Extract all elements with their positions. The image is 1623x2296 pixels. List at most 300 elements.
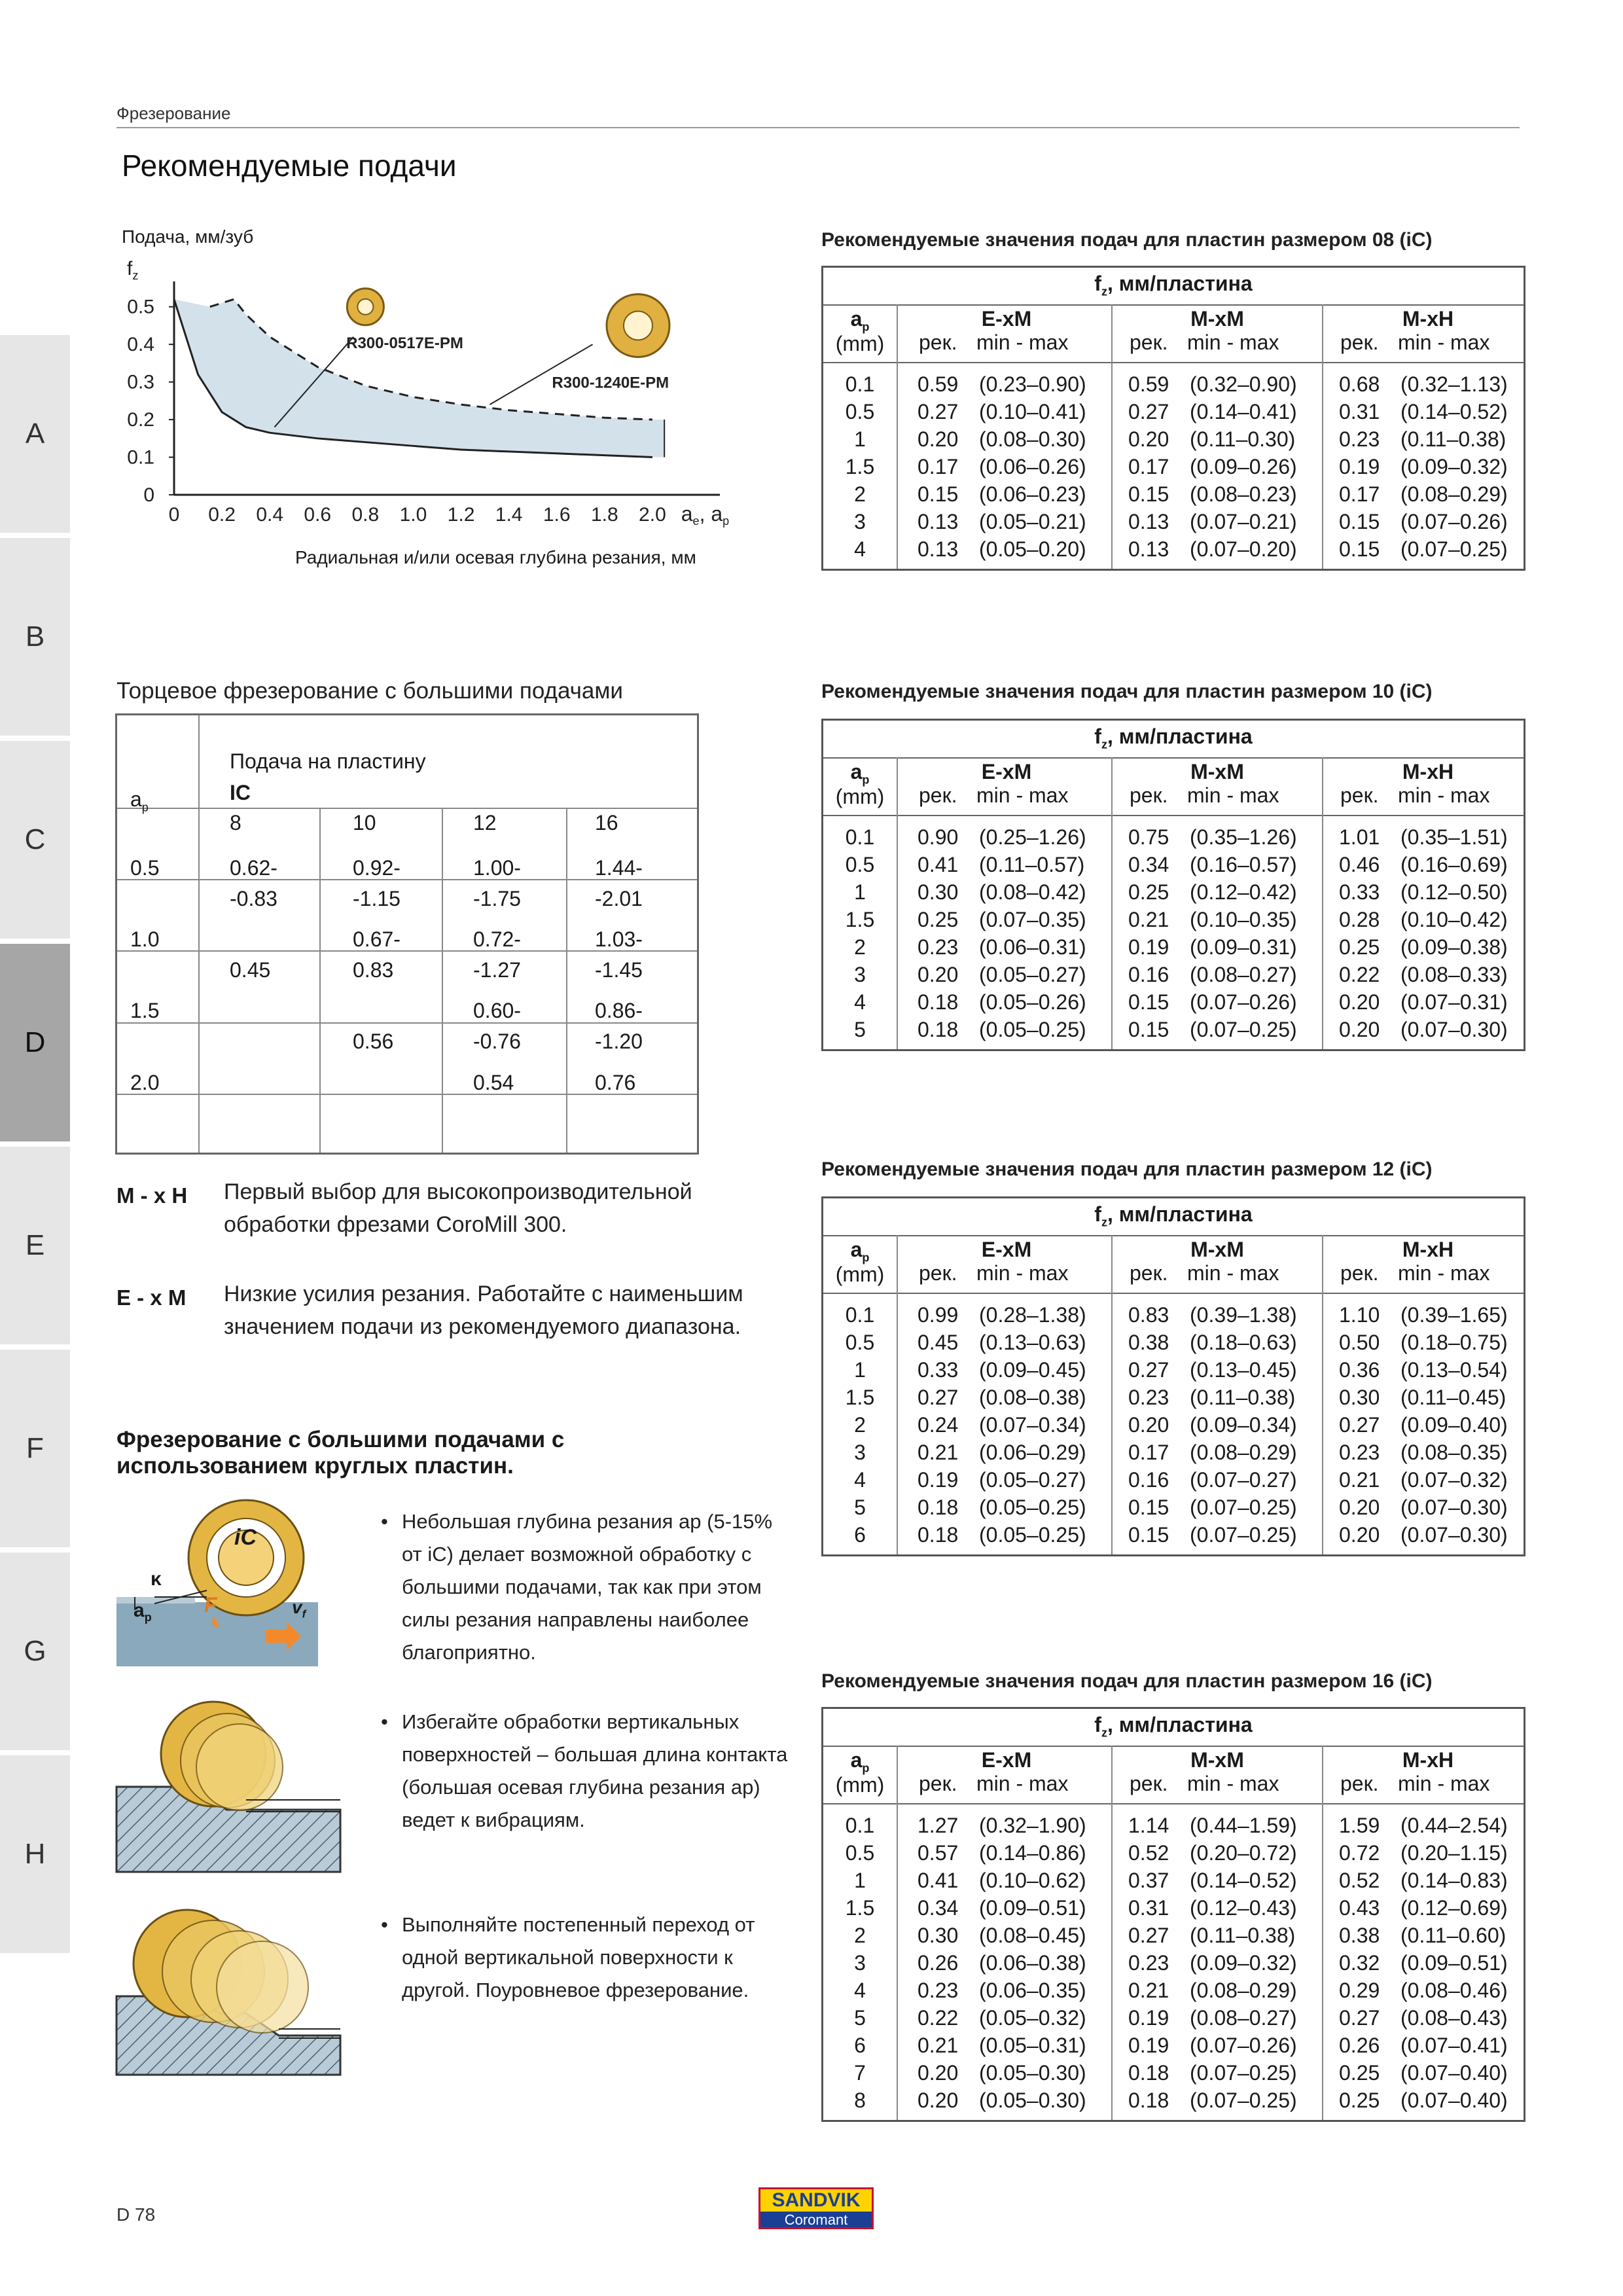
range-value: (0.09–0.32) bbox=[1400, 455, 1508, 478]
bullet-1 bbox=[381, 1505, 787, 1676]
range-value: (0.11–0.60) bbox=[1400, 1924, 1507, 1947]
rec-value: 0.37 bbox=[1128, 1869, 1169, 1892]
range-value: (0.11–0.38) bbox=[1190, 1386, 1296, 1409]
range-value: (0.08–0.27) bbox=[1190, 2006, 1297, 2030]
rec-value: 0.38 bbox=[1339, 1924, 1380, 1947]
table-row bbox=[823, 1386, 1524, 1413]
range-value: (0.09–0.51) bbox=[1400, 1951, 1508, 1975]
range-value: (0.06–0.31) bbox=[979, 935, 1086, 959]
tab-d[interactable]: D bbox=[0, 944, 70, 1144]
ap-unit: (mm) bbox=[835, 785, 885, 808]
rec-value: 0.25 bbox=[1339, 2089, 1380, 2112]
ap-value: 0.1 bbox=[845, 825, 875, 849]
logo-top: SANDVIK bbox=[760, 2189, 872, 2212]
high-feed-table bbox=[115, 713, 699, 1155]
hf-ap-value: 2.0 bbox=[130, 1071, 160, 1094]
logo-bottom: Coromant bbox=[760, 2212, 872, 2227]
hf-feed-header: Подача на пластину bbox=[230, 749, 426, 773]
range-value: (0.13–0.63) bbox=[979, 1331, 1086, 1354]
ap-value: 4 bbox=[854, 1979, 866, 2002]
range-value: (0.18–0.63) bbox=[1190, 1331, 1297, 1354]
y-tick-label: 0.4 bbox=[127, 334, 154, 356]
rec-value: 0.38 bbox=[1128, 1331, 1169, 1354]
ap-value: 2 bbox=[854, 1924, 866, 1947]
rek-header: рек. bbox=[1340, 1261, 1379, 1285]
range-value: (0.05–0.31) bbox=[979, 2034, 1086, 2057]
ap-value: 4 bbox=[854, 990, 866, 1014]
hf-cell-value: 0.54 bbox=[473, 1071, 514, 1094]
minmax-header: min - max bbox=[1187, 783, 1279, 807]
fz-header: $f_z$, мм/пластина bbox=[1094, 1202, 1253, 1229]
range-value: (0.07–0.30) bbox=[1400, 1523, 1508, 1547]
table-row bbox=[823, 372, 1524, 400]
range-value: (0.07–0.25) bbox=[1400, 537, 1508, 561]
rec-value: 0.41 bbox=[918, 853, 959, 876]
ap-value: 2 bbox=[854, 935, 866, 959]
range-value: (0.08–0.42) bbox=[979, 880, 1086, 904]
tab-b[interactable]: B bbox=[0, 538, 70, 738]
range-value: (0.13–0.45) bbox=[1190, 1358, 1297, 1382]
hf-cell-value: 0.67- bbox=[353, 927, 401, 951]
hf-ap-header: $a_p$ bbox=[130, 787, 149, 814]
range-value: (0.06–0.26) bbox=[979, 455, 1086, 478]
range-value: (0.07–0.34) bbox=[979, 1413, 1086, 1437]
table-row bbox=[823, 2034, 1524, 2061]
range-value: (0.11–0.57) bbox=[979, 853, 1085, 876]
table-row bbox=[823, 510, 1524, 537]
rec-value: 0.17 bbox=[1339, 482, 1380, 506]
ap-header: $a_p$ bbox=[850, 1748, 870, 1775]
round-inserts-title: Фрезерование с большими подачами с использованием круглых пластин. bbox=[116, 1427, 565, 1479]
range-value: (0.14–0.41) bbox=[1190, 400, 1297, 423]
page-number: D 78 bbox=[116, 2204, 156, 2225]
range-value: (0.35–1.26) bbox=[1190, 825, 1297, 849]
ap-value: 1.5 bbox=[845, 1896, 875, 1920]
range-value: (0.07–0.31) bbox=[1400, 990, 1508, 1014]
ap-unit: (mm) bbox=[835, 332, 885, 355]
group-header: E-xM bbox=[981, 1238, 1032, 1261]
hf-cell-value: -1.20 bbox=[595, 1030, 643, 1053]
ap-value: 1 bbox=[854, 1869, 866, 1892]
range-value: (0.06–0.35) bbox=[979, 1979, 1086, 2002]
rec-value: 0.52 bbox=[1339, 1869, 1380, 1892]
table-row bbox=[823, 853, 1524, 880]
rec-value: 0.23 bbox=[918, 1979, 959, 2002]
table-row bbox=[823, 1979, 1524, 2006]
rec-value: 0.23 bbox=[1339, 1441, 1380, 1464]
range-value: (0.06–0.23) bbox=[979, 482, 1086, 506]
tab-c[interactable]: C bbox=[0, 741, 70, 941]
table-row bbox=[823, 935, 1524, 963]
table-row bbox=[823, 1358, 1524, 1386]
ap-value: 0.1 bbox=[845, 1814, 875, 1837]
range-value: (0.09–0.51) bbox=[979, 1896, 1086, 1920]
hf-size-header: 16 bbox=[595, 811, 618, 834]
round-insert-figure-2 bbox=[115, 1695, 351, 1878]
minmax-header: min - max bbox=[976, 1261, 1069, 1285]
rec-value: 0.19 bbox=[1128, 2034, 1169, 2057]
rec-value: 1.14 bbox=[1128, 1814, 1169, 1837]
group-header: M-xH bbox=[1402, 307, 1454, 331]
ap-value: 4 bbox=[854, 1468, 866, 1492]
ap-value: 3 bbox=[854, 963, 866, 986]
range-value: (0.07–0.32) bbox=[1400, 1468, 1508, 1492]
rek-header: рек. bbox=[1130, 331, 1168, 354]
group-header: M-xM bbox=[1190, 760, 1244, 783]
rec-value: 0.20 bbox=[1128, 427, 1169, 451]
rec-value: 1.10 bbox=[1339, 1303, 1380, 1327]
range-value: (0.07–0.26) bbox=[1190, 2034, 1297, 2057]
range-value: (0.05–0.26) bbox=[979, 990, 1086, 1014]
range-value: (0.14–0.52) bbox=[1190, 1869, 1297, 1892]
hf-cell-value: 0.76 bbox=[595, 1071, 636, 1094]
range-value: (0.05–0.25) bbox=[979, 1496, 1086, 1519]
rec-value: 0.36 bbox=[1339, 1358, 1380, 1382]
table-row bbox=[823, 1468, 1524, 1496]
bullet-dot: • bbox=[381, 1710, 388, 1733]
rec-value: 0.26 bbox=[1339, 2034, 1380, 2057]
range-value: (0.07–0.25) bbox=[1190, 1496, 1297, 1519]
range-value: (0.32–1.90) bbox=[979, 1814, 1086, 1837]
y-tick-label: 0.2 bbox=[127, 409, 154, 431]
rec-value: 0.15 bbox=[1128, 1523, 1169, 1547]
hf-cell-value: 0.72- bbox=[473, 927, 521, 951]
hf-cell-value: 0.83 bbox=[353, 958, 394, 982]
group-header: M-xH bbox=[1402, 1748, 1454, 1772]
rec-value: 0.21 bbox=[918, 1441, 959, 1464]
ap-value: 5 bbox=[854, 1496, 866, 1519]
hf-cell-value: 0.86- bbox=[595, 999, 643, 1022]
table-row bbox=[823, 1413, 1524, 1441]
group-header: M-xH bbox=[1402, 1238, 1454, 1261]
ap-value: 1.5 bbox=[845, 1386, 875, 1409]
fig1-ic-label: iC bbox=[234, 1525, 257, 1550]
rec-value: 0.19 bbox=[918, 1468, 959, 1492]
rec-value: 0.13 bbox=[1128, 510, 1169, 533]
minmax-header: min - max bbox=[1398, 331, 1490, 354]
minmax-header: min - max bbox=[1187, 331, 1279, 354]
range-value: (0.07–0.27) bbox=[1190, 1468, 1297, 1492]
range-value: (0.07–0.21) bbox=[1190, 510, 1297, 533]
group-header: E-xM bbox=[981, 760, 1032, 783]
ap-value: 0.5 bbox=[845, 1841, 875, 1865]
ap-value: 5 bbox=[854, 2006, 866, 2030]
ap-value: 1.5 bbox=[845, 455, 875, 478]
y-tick-label: 0.1 bbox=[127, 446, 154, 469]
bullet-2 bbox=[381, 1706, 787, 1850]
range-value: (0.07–0.41) bbox=[1400, 2034, 1508, 2057]
rec-value: 0.20 bbox=[1339, 1496, 1380, 1519]
hf-size-header: 10 bbox=[353, 811, 376, 834]
hf-ic-header: IC bbox=[230, 781, 251, 804]
rec-value: 0.20 bbox=[918, 963, 959, 986]
range-value: (0.09–0.38) bbox=[1400, 935, 1508, 959]
range-value: (0.06–0.29) bbox=[979, 1441, 1086, 1464]
range-value: (0.06–0.38) bbox=[979, 1951, 1086, 1975]
hf-cell-value: 1.44- bbox=[595, 856, 643, 880]
insert-large-hole-icon bbox=[624, 311, 652, 340]
ap-value: 6 bbox=[854, 1523, 866, 1547]
rec-value: 0.27 bbox=[918, 400, 959, 423]
fz-header: $f_z$, мм/пластина bbox=[1094, 725, 1253, 751]
range-value: (0.07–0.25) bbox=[1190, 2061, 1297, 2085]
rec-value: 0.21 bbox=[918, 2034, 959, 2057]
ap-value: 3 bbox=[854, 1441, 866, 1464]
rec-value: 0.23 bbox=[1128, 1951, 1169, 1975]
range-value: (0.20–0.72) bbox=[1190, 1841, 1297, 1865]
range-value: (0.07–0.30) bbox=[1400, 1496, 1508, 1519]
ap-header: $a_p$ bbox=[850, 307, 870, 334]
range-value: (0.07–0.30) bbox=[1400, 1018, 1508, 1041]
table-row bbox=[823, 1814, 1524, 1841]
round-insert-figure-1 bbox=[115, 1499, 325, 1669]
ap-unit: (mm) bbox=[835, 1773, 885, 1797]
rec-value: 0.20 bbox=[918, 2061, 959, 2085]
rec-value: 0.27 bbox=[1128, 1924, 1169, 1947]
group-header: M-xM bbox=[1190, 1238, 1244, 1261]
range-value: (0.14–0.52) bbox=[1400, 400, 1508, 423]
table-row bbox=[823, 1303, 1524, 1331]
table-row bbox=[823, 1441, 1524, 1468]
range-value: (0.16–0.57) bbox=[1190, 853, 1297, 876]
hf-cell-value: -1.75 bbox=[473, 887, 521, 910]
table-row bbox=[823, 825, 1524, 853]
range-value: (0.13–0.54) bbox=[1400, 1358, 1508, 1382]
rec-value: 0.30 bbox=[918, 880, 959, 904]
range-value: (0.09–0.26) bbox=[1190, 455, 1297, 478]
tab-h[interactable]: H bbox=[0, 1755, 70, 1956]
range-value: (0.08–0.35) bbox=[1400, 1441, 1508, 1464]
tab-f[interactable]: F bbox=[0, 1350, 70, 1550]
range-value: (0.32–0.90) bbox=[1190, 372, 1297, 396]
bullet-3 bbox=[381, 1909, 787, 2053]
minmax-header: min - max bbox=[1187, 1772, 1279, 1795]
table-row bbox=[823, 1331, 1524, 1358]
fig1-force-label: F bbox=[204, 1593, 217, 1617]
series-label-r300-1240e: R300-1240E-PM bbox=[552, 374, 669, 392]
x-tick-label: 0.4 bbox=[256, 504, 284, 526]
rec-value: 0.33 bbox=[918, 1358, 959, 1382]
hf-cell-value: 0.92- bbox=[353, 856, 401, 880]
group-header: M-xH bbox=[1402, 760, 1454, 783]
range-value: (0.10–0.41) bbox=[979, 400, 1086, 423]
feed-table-caption: Рекомендуемые значения подач для пластин размером 08 (iC) bbox=[821, 229, 1433, 251]
range-value: (0.09–0.40) bbox=[1400, 1413, 1508, 1437]
range-value: (0.20–1.15) bbox=[1400, 1841, 1508, 1865]
range-value: (0.09–0.32) bbox=[1190, 1951, 1297, 1975]
x-axis-symbols: ae, ap bbox=[681, 502, 730, 528]
rec-value: 0.22 bbox=[1339, 963, 1380, 986]
hf-cell-value: 1.03- bbox=[595, 927, 643, 951]
table-row bbox=[823, 1869, 1524, 1896]
ap-value: 3 bbox=[854, 510, 866, 533]
bullet-dot: • bbox=[381, 1510, 388, 1533]
range-value: (0.12–0.69) bbox=[1400, 1896, 1508, 1920]
range-value: (0.08–0.33) bbox=[1400, 963, 1508, 986]
rec-value: 0.26 bbox=[918, 1951, 959, 1975]
rec-value: 0.23 bbox=[1339, 427, 1380, 451]
hf-cell-value: 0.45 bbox=[230, 958, 271, 982]
insert-small-hole-icon bbox=[357, 299, 373, 315]
feed-table bbox=[821, 719, 1525, 1051]
rec-value: 0.72 bbox=[1339, 1841, 1380, 1865]
tab-e[interactable]: E bbox=[0, 1147, 70, 1347]
rec-value: 0.13 bbox=[918, 510, 959, 533]
range-value: (0.07–0.35) bbox=[979, 908, 1086, 931]
hf-cell-value: -0.76 bbox=[473, 1030, 521, 1053]
range-value: (0.23–0.90) bbox=[979, 372, 1086, 396]
feed-chart bbox=[111, 275, 740, 543]
feed-table bbox=[821, 1196, 1525, 1556]
range-value: (0.09–0.34) bbox=[1190, 1413, 1297, 1437]
ap-value: 6 bbox=[854, 2034, 866, 2057]
fig1-vf-label: $v_f$ bbox=[292, 1597, 306, 1621]
minmax-header: min - max bbox=[976, 1772, 1069, 1795]
x-tick-label: 0 bbox=[168, 504, 180, 526]
rec-value: 0.46 bbox=[1339, 853, 1380, 876]
rec-value: 0.15 bbox=[1128, 1018, 1169, 1041]
table-row bbox=[823, 1018, 1524, 1045]
rec-value: 0.27 bbox=[1339, 1413, 1380, 1437]
rec-value: 0.15 bbox=[1128, 990, 1169, 1014]
table-row bbox=[823, 455, 1524, 482]
hf-ap-value: 0.5 bbox=[130, 856, 160, 880]
rec-value: 0.31 bbox=[1339, 400, 1380, 423]
hf-size-header: 12 bbox=[473, 811, 497, 834]
rec-value: 0.27 bbox=[1339, 2006, 1380, 2030]
rec-value: 0.34 bbox=[918, 1896, 959, 1920]
minmax-header: min - max bbox=[1398, 1261, 1490, 1285]
hf-size-header: 8 bbox=[230, 811, 241, 834]
minmax-header: min - max bbox=[1398, 783, 1490, 807]
x-tick-label: 1.4 bbox=[495, 504, 523, 526]
table-row bbox=[823, 880, 1524, 908]
rec-value: 0.23 bbox=[1128, 1386, 1169, 1409]
bullet-1-text: Небольшая глубина резания ap (5-15% от iC) делает возможной обработку с большими подачами, так как при этом силы резания направлены наиболее благоприятно. bbox=[402, 1510, 773, 1664]
rec-value: 0.15 bbox=[1128, 1496, 1169, 1519]
ap-value: 0.1 bbox=[845, 1303, 875, 1327]
x-tick-label: 0.2 bbox=[208, 504, 236, 526]
minmax-header: min - max bbox=[1187, 1261, 1279, 1285]
range-value: (0.09–0.45) bbox=[979, 1358, 1086, 1382]
ap-value: 0.5 bbox=[845, 853, 875, 876]
fz-header: $f_z$, мм/пластина bbox=[1094, 1713, 1253, 1740]
bullet-dot: • bbox=[381, 1913, 388, 1936]
hf-cell-value: -2.01 bbox=[595, 887, 643, 910]
rec-value: 0.59 bbox=[918, 372, 959, 396]
rek-header: рек. bbox=[1340, 331, 1379, 354]
feed-table bbox=[821, 266, 1525, 571]
section-label: Фрезерование bbox=[116, 103, 231, 123]
chart-xlabel: Радиальная и/или осевая глубина резания, мм bbox=[295, 547, 696, 567]
range-value: (0.08–0.30) bbox=[979, 427, 1086, 451]
rec-value: 0.19 bbox=[1128, 2006, 1169, 2030]
group-header: M-xM bbox=[1190, 307, 1244, 331]
rec-value: 0.27 bbox=[1128, 1358, 1169, 1382]
rek-header: рек. bbox=[919, 1772, 957, 1795]
rec-value: 0.25 bbox=[918, 908, 959, 931]
range-value: (0.44–2.54) bbox=[1400, 1814, 1508, 1837]
rec-value: 0.27 bbox=[918, 1386, 959, 1409]
hf-cell-value: -1.45 bbox=[595, 958, 643, 982]
range-value: (0.35–1.51) bbox=[1400, 825, 1508, 849]
table-row bbox=[823, 990, 1524, 1018]
rec-value: 0.25 bbox=[1339, 935, 1380, 959]
tab-a[interactable]: A bbox=[0, 335, 70, 535]
table-row bbox=[823, 482, 1524, 510]
range-value: (0.11–0.45) bbox=[1400, 1386, 1507, 1409]
rec-value: 0.17 bbox=[1128, 455, 1169, 478]
hf-cell-value: -0.83 bbox=[230, 887, 277, 910]
rec-value: 0.23 bbox=[918, 935, 959, 959]
x-tick-label: 0.6 bbox=[304, 504, 332, 526]
table-row bbox=[823, 1924, 1524, 1951]
ap-value: 0.5 bbox=[845, 1331, 875, 1354]
y-tick-label: 0 bbox=[143, 484, 154, 506]
range-value: (0.05–0.25) bbox=[979, 1018, 1086, 1041]
ap-value: 1.5 bbox=[845, 908, 875, 931]
table-row bbox=[823, 2061, 1524, 2089]
rek-header: рек. bbox=[1130, 783, 1168, 807]
feed-table-caption: Рекомендуемые значения подач для пластин размером 10 (iC) bbox=[821, 681, 1433, 702]
rec-value: 0.25 bbox=[1128, 880, 1169, 904]
hf-cell-value: 1.00- bbox=[473, 856, 521, 880]
range-value: (0.12–0.43) bbox=[1190, 1896, 1297, 1920]
rec-value: 0.33 bbox=[1339, 880, 1380, 904]
rec-value: 0.21 bbox=[1128, 1979, 1169, 2002]
ap-value: 2 bbox=[854, 482, 866, 506]
table-row bbox=[823, 1841, 1524, 1869]
minmax-header: min - max bbox=[1398, 1772, 1490, 1795]
rec-value: 0.27 bbox=[1128, 400, 1169, 423]
page-title: Рекомендуемые подачи bbox=[122, 149, 457, 183]
x-tick-label: 1.0 bbox=[399, 504, 427, 526]
ap-value: 5 bbox=[854, 1018, 866, 1041]
range-value: (0.07–0.26) bbox=[1400, 510, 1508, 533]
high-feed-caption: Торцевое фрезерование с большими подачами bbox=[116, 678, 623, 704]
rec-value: 0.29 bbox=[1339, 1979, 1380, 2002]
hf-ap-value: 1.0 bbox=[130, 927, 160, 951]
rek-header: рек. bbox=[1340, 1772, 1379, 1795]
hf-cell-value: 0.56 bbox=[353, 1030, 394, 1053]
range-value: (0.08–0.43) bbox=[1400, 2006, 1508, 2030]
range-value: (0.14–0.83) bbox=[1400, 1869, 1508, 1892]
rec-value: 0.13 bbox=[918, 537, 959, 561]
y-tick-label: 0.3 bbox=[127, 371, 154, 393]
range-value: (0.08–0.46) bbox=[1400, 1979, 1508, 2002]
rec-value: 0.20 bbox=[1128, 1413, 1169, 1437]
rec-value: 0.20 bbox=[918, 2089, 959, 2112]
table-row bbox=[823, 400, 1524, 427]
feed-table bbox=[821, 1707, 1525, 2122]
range-value: (0.05–0.27) bbox=[979, 1468, 1086, 1492]
rec-value: 0.30 bbox=[918, 1924, 959, 1947]
ap-value: 3 bbox=[854, 1951, 866, 1975]
x-tick-label: 1.6 bbox=[543, 504, 571, 526]
range-value: (0.05–0.20) bbox=[979, 537, 1086, 561]
rec-value: 0.59 bbox=[1128, 372, 1169, 396]
x-tick-label: 0.8 bbox=[351, 504, 380, 526]
rek-header: рек. bbox=[1340, 783, 1379, 807]
range-value: (0.16–0.69) bbox=[1400, 853, 1508, 876]
group-header: M-xM bbox=[1190, 1748, 1244, 1772]
range-value: (0.32–1.13) bbox=[1400, 372, 1508, 396]
x-tick-label: 1.8 bbox=[590, 504, 618, 526]
tab-g[interactable]: G bbox=[0, 1552, 70, 1753]
range-value: (0.05–0.32) bbox=[979, 2006, 1086, 2030]
rek-header: рек. bbox=[1130, 1772, 1168, 1795]
rec-value: 1.59 bbox=[1339, 1814, 1380, 1837]
